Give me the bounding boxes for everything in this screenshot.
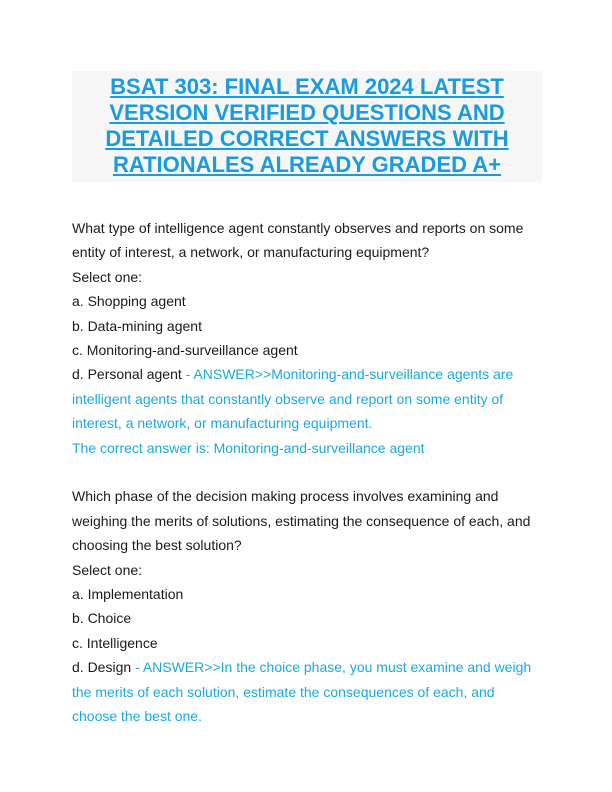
option-a: a. Implementation [72,586,184,603]
answer-line: the merits of each solution, estimate the consequences of each, and [72,683,495,700]
option-c: c. Intelligence [72,634,158,651]
question-prompt-line: weighing the merits of solutions, estimating the consequence of each, and [72,512,531,529]
option-c: c. Monitoring-and-surveillance agent [72,342,298,359]
option-b: b. Data-mining agent [72,317,202,334]
select-one-label: Select one: [72,561,143,578]
question-block-1 [72,216,542,460]
title-box [72,71,542,182]
option-d-line [72,362,542,386]
correct-answer-line: The correct answer is: Monitoring-and-surveillance agent [72,439,425,456]
answer-line: intelligent agents that constantly observe and report on some entity of [72,390,504,407]
answer-line: choose the best one. [72,708,202,725]
answer-line: interest, a network, or manufacturing equipment. [72,415,373,432]
title-line: VERSION VERIFIED QUESTIONS AND [109,100,505,125]
option-b: b. Choice [72,610,132,627]
title-line: BSAT 303: FINAL EXAM 2024 LATEST [110,74,504,99]
title-line: RATIONALES ALREADY GRADED A+ [112,152,502,177]
question-prompt-line: choosing the best solution? [72,537,242,554]
question-prompt-line: What type of intelligence agent constantly observes and reports on some [72,220,524,236]
spacer [72,460,542,484]
question-prompt-line: Which phase of the decision making process involves examining and [72,488,499,505]
question-prompt-line: entity of interest, a network, or manufacturing equipment? [72,244,430,261]
option-d-line [72,655,542,679]
select-one-label: Select one: [72,268,143,285]
document-body [72,216,542,729]
title-line: DETAILED CORRECT ANSWERS WITH [105,126,509,151]
option-d: d. Design [72,659,132,676]
answer-start: - ANSWER>>In the choice phase, you must examine and weigh [131,659,532,676]
answer-start: - ANSWER>>Monitoring-and-surveillance agents are [181,366,514,383]
document-title [72,71,542,178]
option-d: d. Personal agent [72,366,182,383]
question-block-2 [72,484,542,728]
option-a: a. Shopping agent [72,293,186,310]
